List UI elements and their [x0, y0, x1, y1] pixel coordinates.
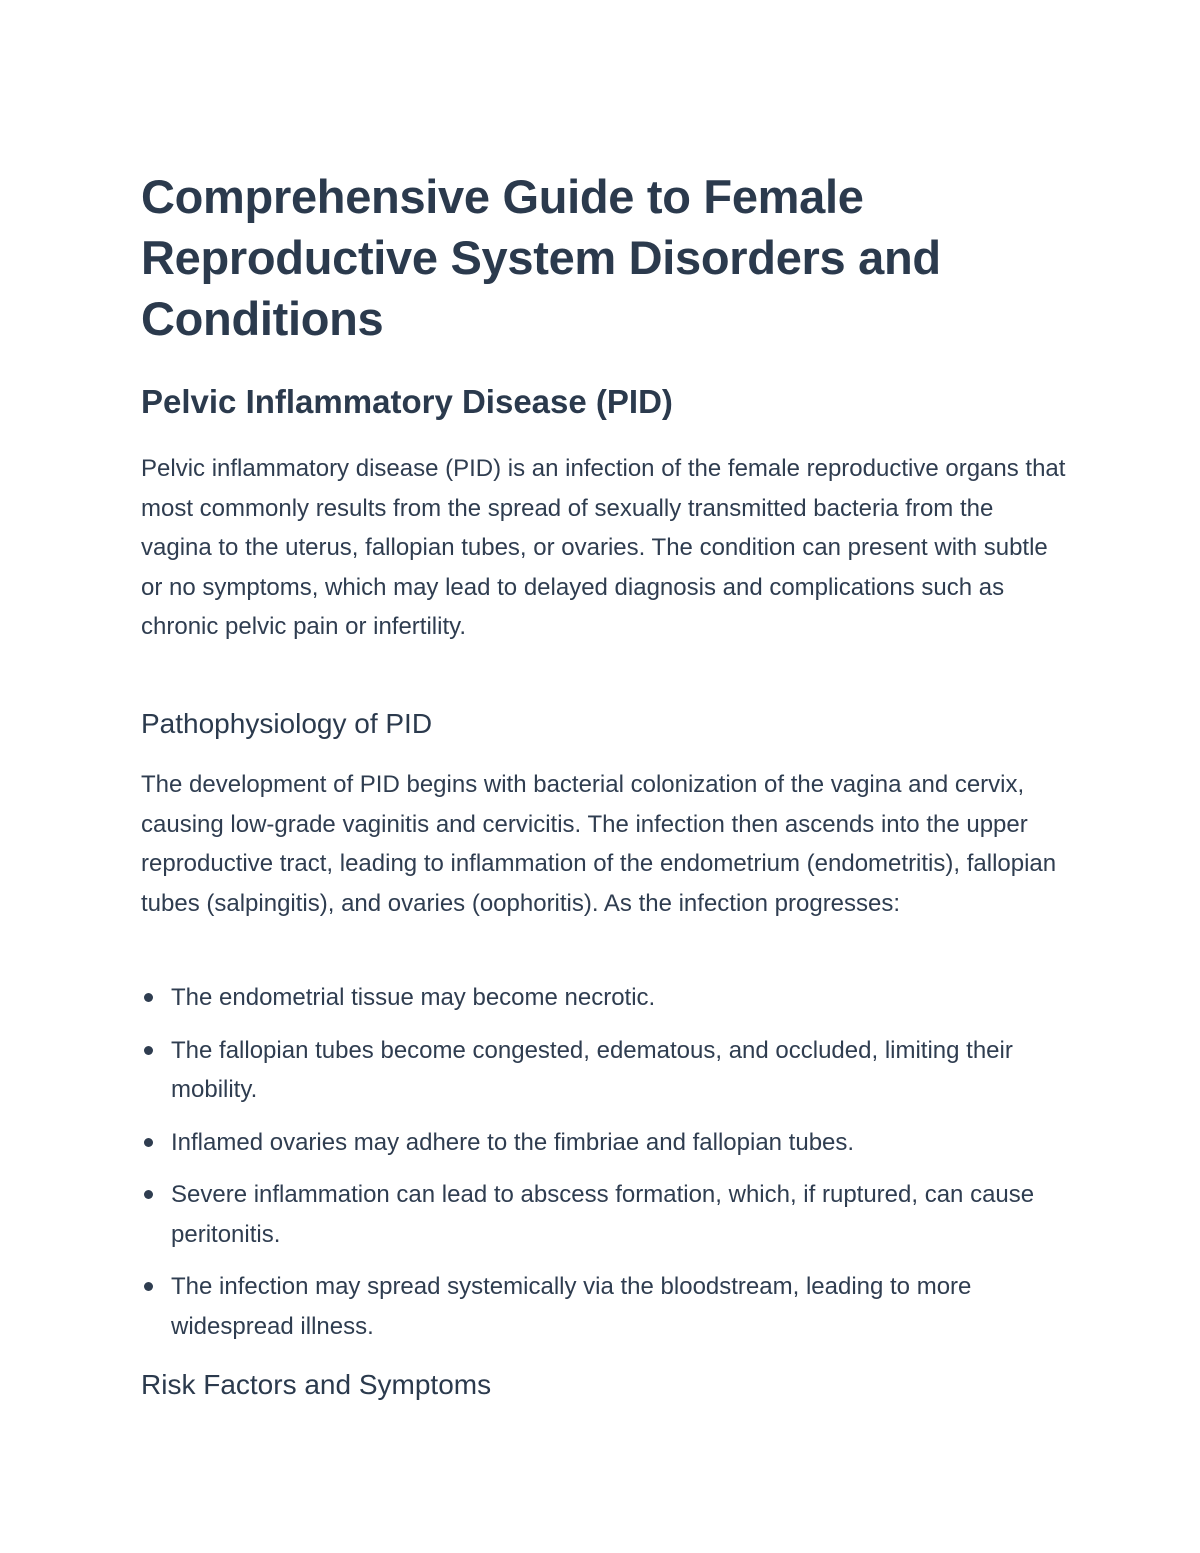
bullet-dot-icon [144, 1282, 153, 1291]
bullet-item [141, 1123, 1066, 1163]
bullet-text: Inflamed ovaries may adhere to the fimbriae and fallopian tubes. [171, 1128, 855, 1156]
pathophysiology-paragraph: The development of PID begins with bacterial colonization of the vagina and cervix, causing low-grade vaginitis and cervicitis. The infection then ascends into the upper reproductive tract, leading to inflammation of the endometrium (endometritis), fallopian tubes (salpingitis), and ovaries (oophoritis). As the infection progresses: [141, 771, 1057, 917]
bullet-item [141, 1267, 1066, 1346]
bullet-dot-icon [144, 993, 153, 1002]
bullet-item [141, 978, 1066, 1018]
bullet-dot-icon [144, 1138, 153, 1147]
bullet-text: The fallopian tubes become congested, edematous, and occluded, limiting their mobility. [171, 1036, 1013, 1103]
subheading-risk-factors: Risk Factors and Symptoms [141, 1369, 492, 1400]
pathophysiology-bullet-list [141, 978, 1066, 1359]
subheading-pathophysiology: Pathophysiology of PID [141, 708, 433, 739]
bullet-text: The infection may spread systemically via the bloodstream, leading to more widespread illness. [171, 1273, 972, 1340]
intro-paragraph: Pelvic inflammatory disease (PID) is an infection of the female reproductive organs that most commonly results from the spread of sexually transmitted bacteria from the vagina to the uterus, fallopian tubes, or ovaries. The condition can present with subtle or no symptoms, which may lead to delayed diagnosis and complications such as chronic pelvic pain or infertility. [141, 455, 1066, 640]
bullet-dot-icon [144, 1046, 153, 1055]
bullet-dot-icon [144, 1190, 153, 1199]
bullet-item [141, 1175, 1066, 1254]
document-title: Comprehensive Guide to Female Reproductive System Disorders and Conditions [141, 170, 941, 345]
section-heading-pid: Pelvic Inflammatory Disease (PID) [141, 383, 673, 420]
bullet-item [141, 1031, 1066, 1110]
bullet-text: Severe inflammation can lead to abscess formation, which, if ruptured, can cause peritonitis. [171, 1181, 1035, 1248]
bullet-text: The endometrial tissue may become necrotic. [171, 984, 656, 1011]
